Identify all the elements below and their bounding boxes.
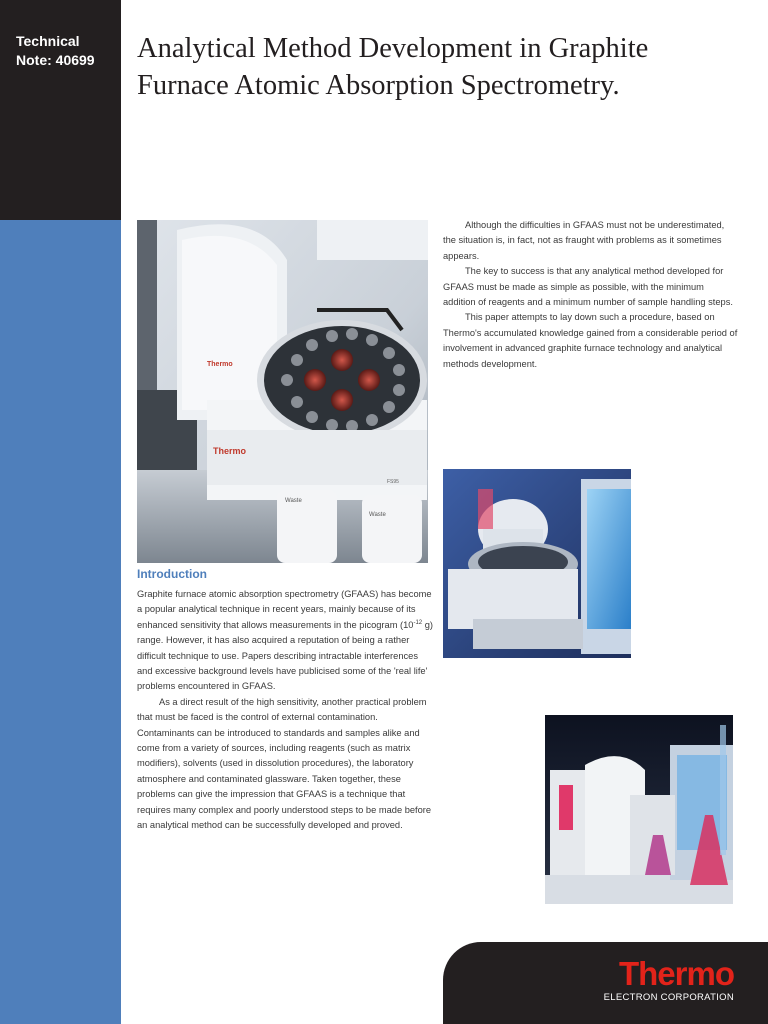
autosampler-photo [137, 220, 428, 563]
thermo-logo-block [443, 942, 768, 1024]
sidebar-blue-band [0, 220, 121, 1024]
intro-p1-exponent: -12 [413, 619, 423, 626]
instrument-brand-2: Thermo [213, 446, 247, 456]
logo-subtitle: ELECTRON CORPORATION [603, 992, 734, 1003]
right-paragraph-3: This paper attempts to lay down such a procedure, based on Thermo's accumulated knowledge gained from a considerable period of involvement in advanced graphite furnace technology and analytical methods development. [443, 312, 738, 369]
right-paragraph-1: Although the difficulties in GFAAS must not be underestimated, the situation is, in fact, not as fraught with problems as it sometimes appears. [443, 220, 725, 261]
right-paragraph-2: The key to success is that any analytical method developed for GFAAS must be made as simple as possible, with the minimum addition of reagents and a minimum number of sample handling steps. [443, 266, 733, 308]
intro-p1-part2: g) range. However, it has also acquired a reputation of being a rather difficult technique to use. Papers describing intractable interferences and excessive background levels have publicised some of the 'real life' problems encountered in GFAAS. [137, 619, 433, 692]
title-line2: Furnace Atomic Absorption Spectrometry. [137, 70, 620, 101]
right-column-text [443, 218, 739, 372]
document-title [137, 30, 757, 104]
waste-label-1: Waste [285, 498, 302, 504]
introduction-section [137, 566, 433, 834]
title-line1: Analytical Method Development in Graphite [137, 33, 649, 64]
technical-note-line1: Technical [16, 33, 80, 49]
instrument-monitor-photo [443, 469, 631, 658]
instrument-brand-1: Thermo [207, 361, 233, 368]
model-label: FS95 [387, 479, 399, 485]
intro-paragraph-2: As a direct result of the high sensitivity, another practical problem that must be faced is the control of external contamination. Contaminants can be introduced to standards and samples alike and come from a variety of sources, including reagents (such as matrix modifiers), solvents (used in dissolution procedures), the laboratory atmosphere and contaminated glassware. Taken together, these problems can give the impression that GFAAS is a technique that requires many complex and poorly understood steps to be made before an analytical method can be successfully developed and proved. [137, 696, 432, 831]
introduction-heading: Introduction [137, 567, 207, 581]
laboratory-instrument-photo [545, 715, 733, 904]
technical-note-label [16, 32, 95, 70]
technical-note-number: Note: 40699 [16, 52, 95, 68]
waste-label-2: Waste [369, 512, 386, 518]
logo-name: Thermo [618, 955, 734, 992]
intro-p1-part1: Graphite furnace atomic absorption spectrometry (GFAAS) has become a popular analytical technique in recent years, mainly because of its enhanced sensitivity that allows measurements in the picogram (10 [137, 589, 432, 630]
intro-paragraph-1 [137, 587, 433, 695]
